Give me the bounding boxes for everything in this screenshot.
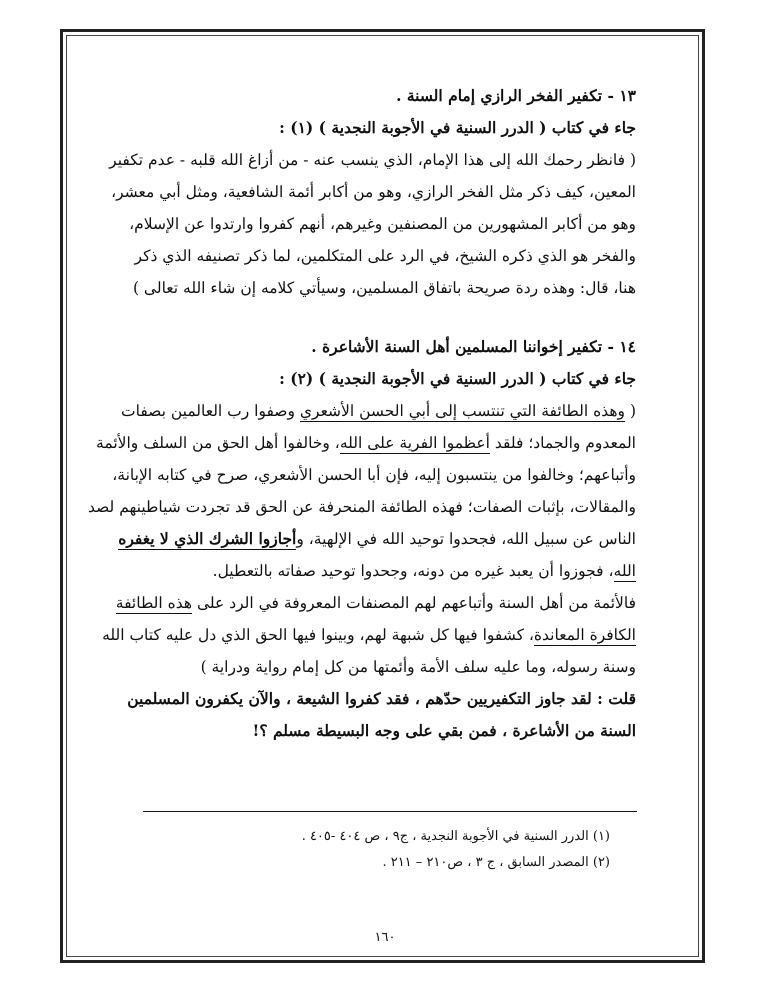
footnote: (٢) المصدر السابق ، ج ٣ ، ص٢١٠ – ٢١١ .	[382, 855, 610, 870]
quote-line: وأتباعهم؛ وخالفوا من ينتسبون إليه، فإن أبا الحسن الأشعري، صرح في كتابه الإبانة،	[112, 466, 636, 484]
underlined-phrase: أجازوا الشرك الذي لا يغفره	[118, 529, 297, 548]
underlined-phrase: أعظموا الفرية على الله	[339, 434, 490, 452]
quote-line: والمقالات، بإثبات الصفات؛ فهذه الطائفة المنحرفة عن الحق قد تجردت شياطينهم لصد	[87, 498, 636, 516]
underlined-phrase: الكافرة المعاندة	[533, 626, 636, 644]
quote-line: والفخر هو الذي ذكره الشيخ، في الرد على المتكلمين، لما ذكر تصنيفه الذي ذكر	[134, 247, 636, 265]
underlined-phrase: وهذه الطائفة التي تنتسب إلى أبي الحسن الأشعري	[299, 402, 626, 420]
underlined-phrase: الله	[613, 562, 636, 580]
quote-line: المعدوم والجماد؛ فلقد أعظموا الفرية على الله، وخالفوا أهل الحق من السلف والأئمة	[96, 434, 636, 452]
quote-line: وسنة رسوله، وما عليه سلف الأمة وأئمتها من كل إمام رواية ودراية )	[200, 658, 636, 676]
quote-line: الكافرة المعاندة، كشفوا فيها كل شبهة لهم، وبينوا فيها الحق الذي دل عليه كتاب الله	[102, 626, 636, 644]
quote-line: وهو من أكابر المشهورين من المصنفين وغيرهم، أنهم كفروا وارتدوا عن الإسلام،	[129, 215, 636, 233]
footnotes	[290, 824, 610, 876]
page-body	[87, 80, 636, 747]
page-number: ١٦٠	[374, 930, 396, 945]
section-13-heading: ١٣ - تكفير الفخر الرازي إمام السنة .	[396, 86, 636, 105]
quote-line: فالأئمة من أهل السنة وأتباعهم لهم المصنفات المعروفة في الرد على هذه الطائفة	[115, 594, 636, 612]
quote-line: الله، فجوزوا أن يعبد غيره من دونه، وجحدوا توحيد صفاته بالتعطيل.	[212, 562, 636, 580]
section-14-heading: ١٤ - تكفير إخواننا المسلمين أهل السنة الأشاعرة .	[311, 337, 636, 356]
quote-line: ( فانظر رحمك الله إلى هذا الإمام، الذي ينسب عنه - من أزاغ الله قلبه - عدم تكفير	[109, 151, 636, 169]
footnote: (١) الدرر السنية في الأجوبة النجدية ، ج٩ ، ص ٤٠٤ -٤٠٥ .	[301, 829, 610, 844]
quote-line: المعين، كيف ذكر مثل الفخر الرازي، وهو من أكابر أئمة الشافعية، ومثل أبي معشر،	[111, 183, 636, 201]
section-13-source: جاء في كتاب ( الدرر السنية في الأجوبة النجدية ) (١) :	[279, 118, 636, 137]
author-comment: قلت : لقد جاوز التكفيريين حدّهم ، فقد كفروا الشيعة ، والآن يكفرون المسلمين	[127, 689, 636, 708]
quote-line: الناس عن سبيل الله، فجحدوا توحيد الله في الإلهية، وأجازوا الشرك الذي لا يغفره	[118, 529, 636, 548]
underlined-phrase: هذه الطائفة	[115, 594, 193, 612]
section-14-source: جاء في كتاب ( الدرر السنية في الأجوبة النجدية ) (٢) :	[279, 369, 636, 388]
author-comment: السنة من الأشاعرة ، فمن بقي على وجه البسيطة مسلم ؟!	[252, 721, 636, 740]
quote-line: ( وهذه الطائفة التي تنتسب إلى أبي الحسن الأشعري وصفوا رب العالمين بصفات	[121, 402, 636, 420]
quote-line: هنا، قال: وهذه ردة صريحة باتفاق المسلمين، وسيأتي كلامه إن شاء الله تعالى )	[132, 279, 636, 297]
footnote-separator	[143, 811, 637, 812]
